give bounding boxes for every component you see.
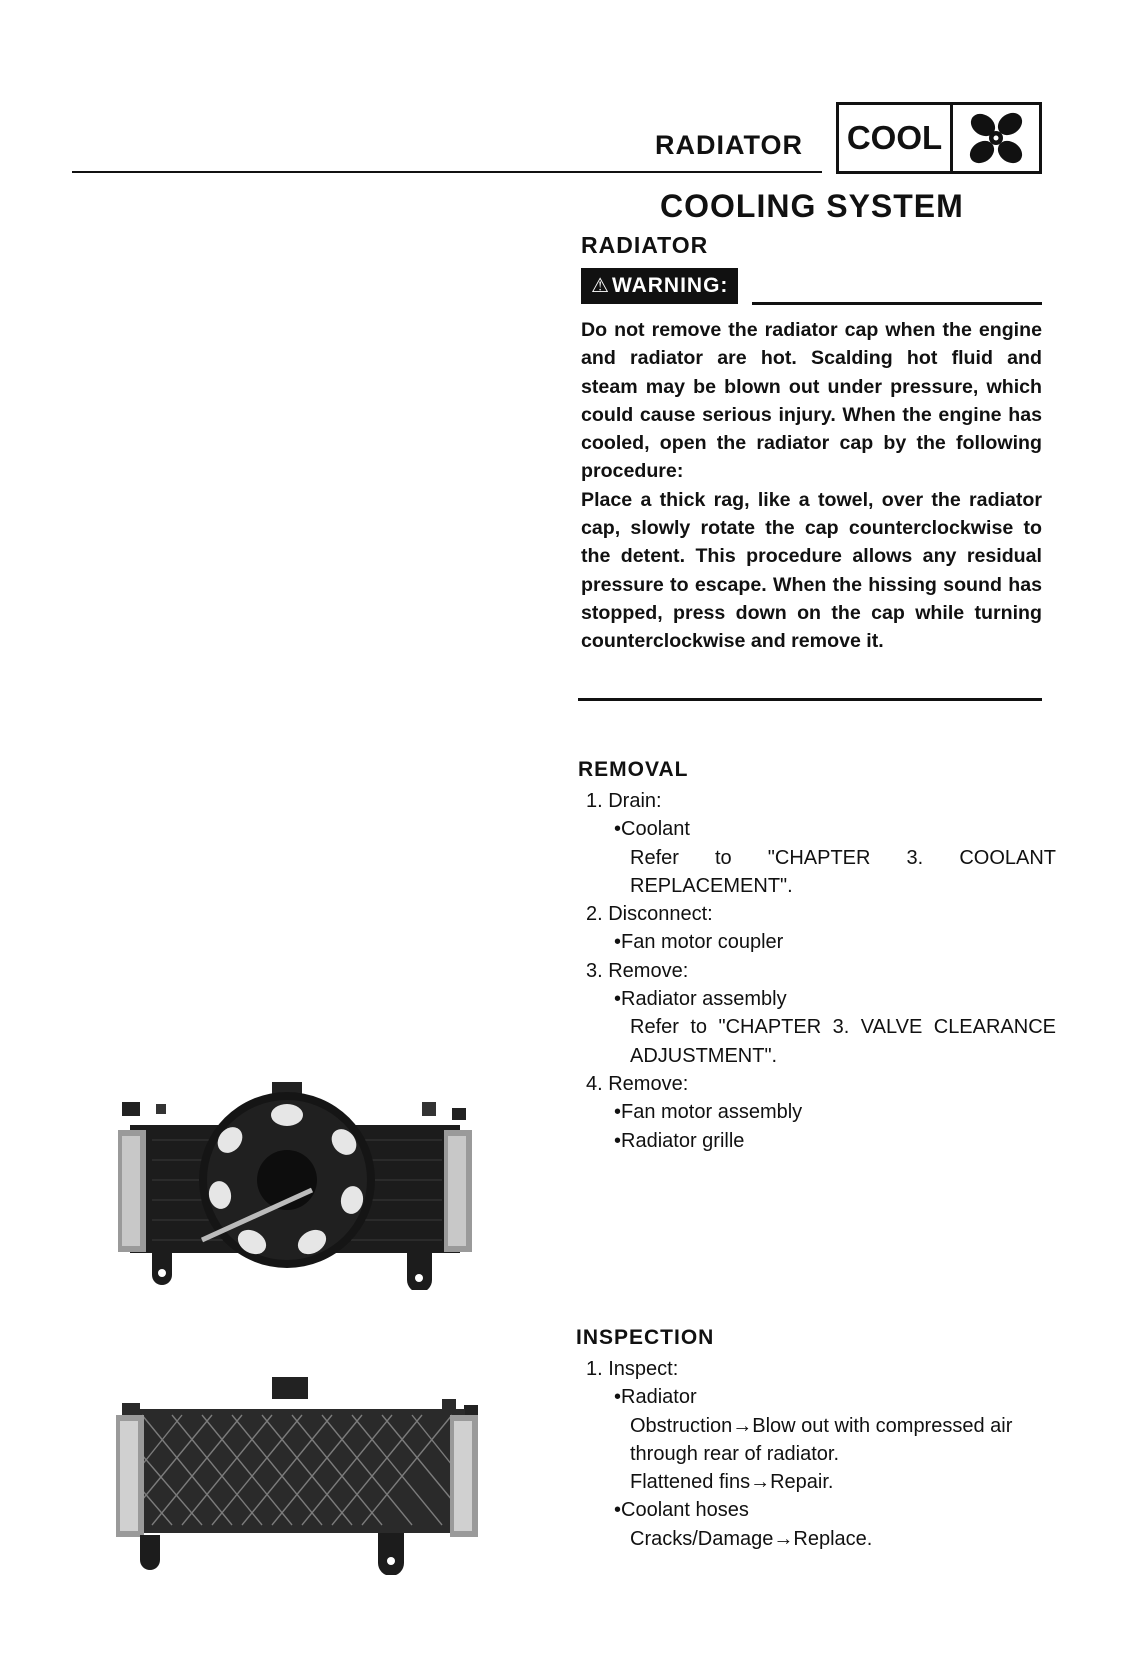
inspection-heading: INSPECTION [576,1326,715,1349]
warning-label [581,268,738,304]
inspection-bullet: •Radiator [614,1386,697,1409]
inspection-note: Cracks/Damage→Replace. [630,1527,873,1550]
warning-triangle-icon: ⚠ [591,275,610,297]
removal-step: 4. Remove: [586,1072,689,1095]
warning-rule [752,302,1042,305]
warning-bottom-rule [578,698,1042,701]
removal-bullet: •Radiator assembly [614,988,787,1011]
inspection-note: Obstruction→Blow out with compressed air through rear of radiator. [630,1414,1013,1465]
warning-label-text: WARNING: [611,274,729,297]
removal-note: Refer to "CHAPTER 3. COOLANT REPLACEMENT". [630,846,1056,897]
removal-bullet: •Coolant [614,818,690,841]
fan-icon [953,105,1039,171]
removal-heading: REMOVAL [578,758,689,781]
inspection-list [586,1355,1041,1553]
header-section-title: RADIATOR [655,130,803,160]
radiator-with-fan-photo [112,1080,482,1290]
badge-label: COOL [839,105,953,171]
section-title: RADIATOR [581,232,709,258]
header-rule [72,171,822,173]
removal-bullet: •Radiator grille [614,1129,745,1152]
warning-text [581,316,1042,656]
removal-note: Refer to "CHAPTER 3. VALVE CLEARANCE ADJUSTMENT". [630,1016,1056,1067]
removal-bullet: •Fan motor assembly [614,1101,803,1124]
inspection-step: 1. Inspect: [586,1358,679,1380]
removal-step: 3. Remove: [586,959,689,982]
removal-step: 2. Disconnect: [586,903,713,926]
inspection-note: Flattened fins→Repair. [630,1471,834,1494]
radiator-rear-photo [112,1375,484,1575]
inspection-bullet: •Coolant hoses [614,1499,749,1522]
section-badge [836,102,1042,174]
removal-step: 1. Drain: [586,790,662,812]
page-title: COOLING SYSTEM [660,188,964,224]
warning-paragraph: Place a thick rag, like a towel, over the radiator cap, slowly rotate the cap counterclockwise to the detent. This procedure allows any residual pressure to escape. When the hissing sound has stopped, press down on the cap while turning counterclockwise and remove it. [581,488,1042,653]
removal-bullet: •Fan motor coupler [614,931,784,954]
removal-list [586,787,1056,1155]
warning-paragraph: Do not remove the radiator cap when the engine and radiator are hot. Scalding hot fluid and steam may be blown out under pressure, which could cause serious injury. When the engine has cooled, open the radiator cap by the following procedure: [581,319,1042,483]
